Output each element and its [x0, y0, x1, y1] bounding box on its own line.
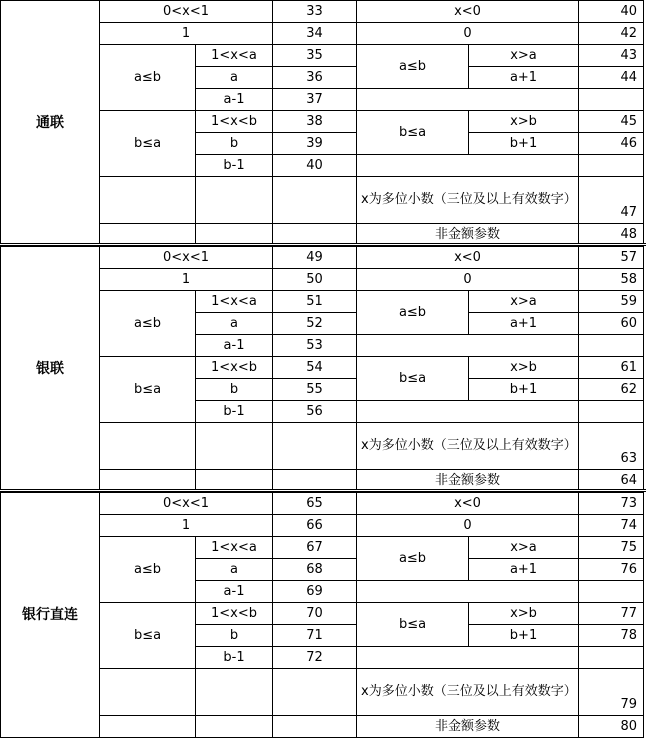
cell-code[interactable]: 40	[273, 155, 357, 177]
cell-empty[interactable]	[273, 177, 357, 224]
cell-code[interactable]: 60	[579, 313, 644, 335]
cell-code[interactable]: 36	[273, 67, 357, 89]
cell-empty[interactable]	[100, 716, 196, 738]
cell-code[interactable]: 51	[273, 291, 357, 313]
cell-condition[interactable]: a	[196, 313, 273, 335]
cell-condition[interactable]: a≤b	[100, 537, 196, 603]
cell-condition[interactable]: b+1	[469, 133, 579, 155]
cell-condition[interactable]: a	[196, 67, 273, 89]
cell-condition[interactable]: 1	[100, 269, 273, 291]
cell-condition[interactable]: a≤b	[100, 291, 196, 357]
cell-condition[interactable]: 1<x<b	[196, 357, 273, 379]
cell-condition[interactable]: a-1	[196, 581, 273, 603]
cell-condition[interactable]: x>b	[469, 111, 579, 133]
section-table-3	[0, 492, 644, 738]
cell-condition[interactable]: x>b	[469, 357, 579, 379]
cell-code[interactable]: 43	[579, 45, 644, 67]
cell-empty[interactable]	[100, 669, 196, 716]
cell-code[interactable]: 50	[273, 269, 357, 291]
cell-empty[interactable]	[273, 423, 357, 470]
section-table-2	[0, 246, 644, 492]
cell-empty[interactable]	[100, 423, 196, 470]
cell-code[interactable]: 45	[579, 111, 644, 133]
cell-condition[interactable]: b≤a	[357, 357, 469, 401]
cell-condition[interactable]: x>a	[469, 291, 579, 313]
cell-empty[interactable]	[196, 669, 273, 716]
cell-code[interactable]: 44	[579, 67, 644, 89]
cell-code[interactable]: 47	[579, 177, 644, 224]
cell-code[interactable]: 75	[579, 537, 644, 559]
cell-empty[interactable]	[196, 423, 273, 470]
cell-condition[interactable]: b≤a	[100, 357, 196, 423]
cell-condition[interactable]: 0<x<1	[100, 247, 273, 269]
cell-condition[interactable]: 0<x<1	[100, 1, 273, 23]
cell-condition[interactable]: b+1	[469, 379, 579, 401]
cell-empty[interactable]	[357, 581, 579, 603]
cell-code[interactable]: 40	[579, 1, 644, 23]
cell-empty[interactable]	[357, 155, 579, 177]
cell-condition[interactable]: 1<x<a	[196, 45, 273, 67]
cell-code[interactable]: 68	[273, 559, 357, 581]
cell-condition[interactable]: b	[196, 133, 273, 155]
cell-code[interactable]: 66	[273, 515, 357, 537]
cell-condition[interactable]: x为多位小数（三位及以上有效数字）	[357, 669, 579, 716]
group-label: 通联	[1, 1, 100, 246]
cell-code[interactable]: 49	[273, 247, 357, 269]
cell-code[interactable]: 34	[273, 23, 357, 45]
cell-condition[interactable]: x<0	[357, 493, 579, 515]
cell-code[interactable]: 67	[273, 537, 357, 559]
cell-condition[interactable]: b≤a	[357, 603, 469, 647]
cell-code[interactable]: 33	[273, 1, 357, 23]
cell-condition[interactable]: a-1	[196, 89, 273, 111]
cell-code[interactable]: 73	[579, 493, 644, 515]
cell-code[interactable]: 39	[273, 133, 357, 155]
section-divider-gap	[0, 490, 646, 491]
cell-code[interactable]: 54	[273, 357, 357, 379]
cell-condition[interactable]: x>a	[469, 45, 579, 67]
cell-condition[interactable]: a+1	[469, 559, 579, 581]
group-label: 银联	[1, 247, 100, 492]
cell-code[interactable]: 64	[579, 470, 644, 492]
cell-code[interactable]: 71	[273, 625, 357, 647]
cell-condition[interactable]: b≤a	[100, 111, 196, 177]
cell-code[interactable]: 61	[579, 357, 644, 379]
cell-code[interactable]: 65	[273, 493, 357, 515]
cell-code[interactable]: 37	[273, 89, 357, 111]
cell-condition[interactable]: 非金额参数	[357, 470, 579, 492]
cell-empty[interactable]	[579, 155, 644, 177]
cell-condition[interactable]: 1	[100, 23, 273, 45]
cell-condition[interactable]: a-1	[196, 335, 273, 357]
cell-empty[interactable]	[273, 669, 357, 716]
cell-condition[interactable]: a	[196, 559, 273, 581]
cell-code[interactable]: 55	[273, 379, 357, 401]
cell-condition[interactable]: b-1	[196, 647, 273, 669]
cell-code[interactable]: 62	[579, 379, 644, 401]
cell-empty[interactable]	[357, 647, 579, 669]
section-table-1	[0, 0, 644, 246]
cell-empty[interactable]	[196, 716, 273, 738]
cell-condition[interactable]: 1<x<a	[196, 537, 273, 559]
cell-condition[interactable]: x<0	[357, 247, 579, 269]
cell-empty[interactable]	[357, 335, 579, 357]
cell-condition[interactable]: 1	[100, 515, 273, 537]
cell-condition[interactable]: a≤b	[100, 45, 196, 111]
cell-condition[interactable]: b-1	[196, 155, 273, 177]
cell-code[interactable]: 58	[579, 269, 644, 291]
cell-code[interactable]: 42	[579, 23, 644, 45]
cell-code[interactable]: 78	[579, 625, 644, 647]
cell-condition[interactable]: b	[196, 625, 273, 647]
cell-code[interactable]: 35	[273, 45, 357, 67]
cell-code[interactable]: 80	[579, 716, 644, 738]
cell-condition[interactable]: b≤a	[357, 111, 469, 155]
cell-condition[interactable]: b-1	[196, 401, 273, 423]
cell-condition[interactable]: a+1	[469, 313, 579, 335]
cell-condition[interactable]: 1<x<b	[196, 111, 273, 133]
section-divider-gap	[0, 244, 646, 245]
cell-empty[interactable]	[357, 89, 579, 111]
cell-code[interactable]: 52	[273, 313, 357, 335]
cell-code[interactable]: 79	[579, 669, 644, 716]
cell-condition[interactable]: b	[196, 379, 273, 401]
cell-condition[interactable]: 0	[357, 515, 579, 537]
cell-code[interactable]: 69	[273, 581, 357, 603]
cell-code[interactable]: 48	[579, 224, 644, 246]
cell-condition[interactable]: x>b	[469, 603, 579, 625]
cell-condition[interactable]: x>a	[469, 537, 579, 559]
cell-code[interactable]: 59	[579, 291, 644, 313]
cell-condition[interactable]: 非金额参数	[357, 224, 579, 246]
cell-empty[interactable]	[579, 581, 644, 603]
cell-condition[interactable]: a+1	[469, 67, 579, 89]
cell-empty[interactable]	[579, 647, 644, 669]
cell-code[interactable]: 76	[579, 559, 644, 581]
cell-code[interactable]: 63	[579, 423, 644, 470]
cell-condition[interactable]: 0<x<1	[100, 493, 273, 515]
cell-code[interactable]: 57	[579, 247, 644, 269]
cell-empty[interactable]	[579, 335, 644, 357]
cell-code[interactable]: 46	[579, 133, 644, 155]
cell-code[interactable]: 56	[273, 401, 357, 423]
cell-condition[interactable]: b≤a	[100, 603, 196, 669]
cell-empty[interactable]	[196, 177, 273, 224]
group-label: 银行直连	[1, 493, 100, 738]
cell-condition[interactable]: x为多位小数（三位及以上有效数字）	[357, 177, 579, 224]
cell-condition[interactable]: a≤b	[357, 45, 469, 89]
cell-condition[interactable]: 0	[357, 269, 579, 291]
cell-condition[interactable]: a≤b	[357, 291, 469, 335]
cell-empty[interactable]	[357, 401, 579, 423]
cell-condition[interactable]: 1<x<a	[196, 291, 273, 313]
cell-empty[interactable]	[579, 89, 644, 111]
cell-condition[interactable]: x<0	[357, 1, 579, 23]
cell-code[interactable]: 53	[273, 335, 357, 357]
cell-condition[interactable]: b+1	[469, 625, 579, 647]
cell-empty[interactable]	[273, 716, 357, 738]
cell-condition[interactable]: x为多位小数（三位及以上有效数字）	[357, 423, 579, 470]
cell-condition[interactable]: a≤b	[357, 537, 469, 581]
cell-condition[interactable]: 1<x<b	[196, 603, 273, 625]
cell-condition[interactable]: 0	[357, 23, 579, 45]
cell-code[interactable]: 70	[273, 603, 357, 625]
cell-code[interactable]: 77	[579, 603, 644, 625]
cell-empty[interactable]	[579, 401, 644, 423]
cell-code[interactable]: 38	[273, 111, 357, 133]
cell-empty[interactable]	[100, 177, 196, 224]
cell-condition[interactable]: 非金额参数	[357, 716, 579, 738]
cell-code[interactable]: 72	[273, 647, 357, 669]
cell-code[interactable]: 74	[579, 515, 644, 537]
